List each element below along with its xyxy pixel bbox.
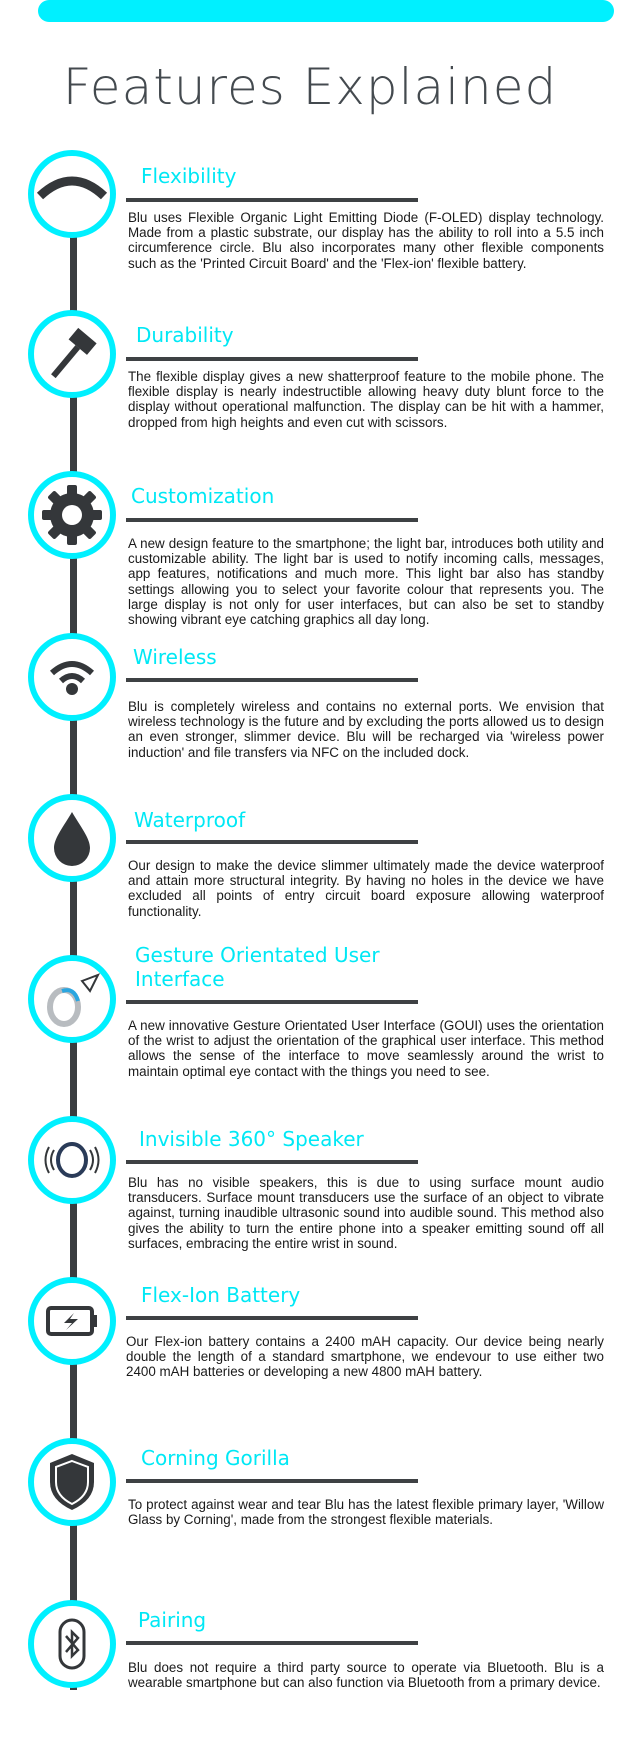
heading-rule	[126, 1000, 418, 1004]
feature-description: A new design feature to the smartphone; the light bar, introduces both utility and customizable ability. The light bar is used to notify incoming calls, messages, app features, notifications and much more. This light bar also has standby settings allowing you to select your favorite colour that represents you. The large display is not only for user interfaces, but can also be set to standby showing vibrant eye catching graphics all day long.	[128, 536, 604, 628]
arc-icon	[28, 150, 116, 238]
bluetooth-icon	[28, 1600, 116, 1688]
heading-rule	[126, 840, 418, 844]
heading-rule	[126, 1641, 418, 1645]
feature-description: To protect against wear and tear Blu has the latest flexible primary layer, 'Willow Glass by Corning', made from the strongest flexible materials.	[128, 1497, 604, 1528]
wrist-device-icon	[28, 955, 116, 1043]
feature-description: The flexible display gives a new shatterproof feature to the mobile phone. The flexible display is nearly indestructible allowing heavy duty blunt force to the display without operational malfunction. The display can be hit with a hammer, dropped from high heights and even cut with scissors.	[128, 369, 604, 430]
feature-heading: Waterproof	[134, 808, 246, 832]
heading-rule	[126, 678, 418, 682]
heading-rule	[126, 1479, 418, 1483]
feature-description: Blu has no visible speakers, this is due to using surface mount audio transducers. Surface mount transducers use the surface of an object to vibrate against, turning inaudible ultrasonic sound into audible sound. This method also gives the ability to turn the entire phone into a speaker emitting sound off all surfaces, embracing the entire wrist in sound.	[128, 1175, 604, 1251]
feature-heading: Durability	[136, 323, 234, 347]
feature-heading: Invisible 360° Speaker	[139, 1127, 364, 1151]
page-title: Features Explained	[62, 58, 558, 116]
heading-rule	[126, 1160, 418, 1164]
feature-description: A new innovative Gesture Orientated User Interface (GOUI) uses the orientation of the wrist to adjust the orientation of the graphical user interface. This method allows the sense of the interface to move seamlessly around the wrist to maintain optimal eye contact with the things you need to see.	[128, 1018, 604, 1079]
feature-description: Blu is completely wireless and contains no external ports. We envision that wireless technology is the future and by excluding the ports allowed us to design an even stronger, slimmer device. Blu will be recharged via 'wireless power induction' and file transfers via NFC on the included dock.	[128, 699, 604, 760]
feature-heading: Gesture Orientated User Interface	[135, 943, 380, 991]
water-drop-icon	[28, 794, 116, 882]
heading-rule	[126, 1316, 418, 1320]
feature-description: Blu does not require a third party source to operate via Bluetooth. Blu is a wearable smartphone but can also function via Bluetooth from a primary device.	[128, 1660, 604, 1691]
shield-icon	[28, 1438, 116, 1526]
heading-rule	[126, 518, 418, 522]
hammer-icon	[28, 310, 116, 398]
feature-description: Our design to make the device slimmer ultimately made the device waterproof and attain more structural integrity. By having no holes in the device we have excluded all points of entry circuit board exposure allowing waterproof functionality.	[128, 858, 604, 919]
feature-heading: Customization	[131, 484, 275, 508]
feature-heading: Corning Gorilla	[141, 1446, 290, 1470]
top-accent-bar	[38, 0, 614, 22]
battery-icon	[28, 1277, 116, 1365]
feature-heading: Pairing	[138, 1608, 207, 1632]
speaker-icon	[28, 1116, 116, 1204]
feature-description: Our Flex-ion battery contains a 2400 mAH capacity. Our device being nearly double the length of a standard smartphone, we endevour to use either two 2400 mAH batteries or developing a new 4800 mAH battery.	[126, 1334, 604, 1380]
feature-heading: Wireless	[133, 645, 217, 669]
feature-heading: Flexibility	[141, 164, 237, 188]
wifi-icon	[28, 633, 116, 721]
heading-rule	[126, 198, 418, 202]
gear-icon	[28, 471, 116, 559]
feature-heading: Flex-Ion Battery	[141, 1283, 301, 1307]
feature-description: Blu uses Flexible Organic Light Emitting Diode (F-OLED) display technology. Made from a plastic substrate, our display has the ability to roll into a 5.5 inch circumference circle. Blu also incorporates many other flexible components such as the 'Printed Circuit Board' and the 'Flex-ion' flexible battery.	[128, 210, 604, 271]
heading-rule	[126, 357, 418, 361]
